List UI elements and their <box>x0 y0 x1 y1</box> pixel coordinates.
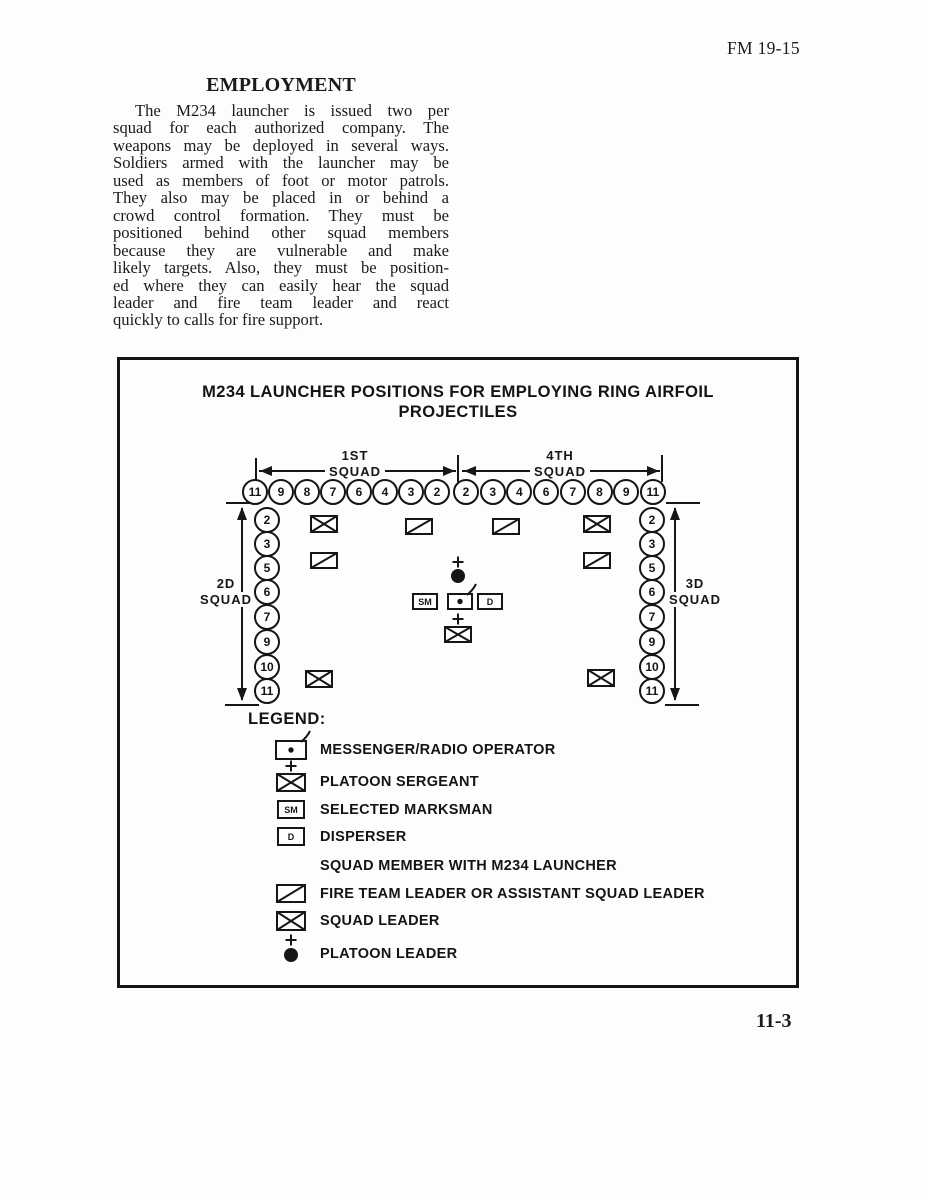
platoon-leader-symbol <box>451 556 465 583</box>
squad-member-circle: 2 <box>639 507 665 533</box>
svg-text:SM: SM <box>284 805 298 815</box>
legend-title: LEGEND: <box>248 710 326 728</box>
squad-member-circle: 3 <box>480 479 506 505</box>
fire-team-leader-symbol <box>583 552 611 569</box>
paragraph-line: positioned behind other squad members <box>113 223 449 243</box>
first-squad-label-line1: 1ST <box>341 448 369 463</box>
squad-leader-symbol <box>305 670 333 688</box>
legend-item-label: DISPERSER <box>320 829 407 845</box>
squad-member-circle: 9 <box>268 479 294 505</box>
paragraph-line: used as members of foot or motor patrols. <box>113 170 449 190</box>
squad-leader-symbol <box>310 515 338 533</box>
fire-team-leader-icon <box>263 884 319 903</box>
squad-member-circle: 11 <box>242 479 268 505</box>
squad-member-circle: 6 <box>254 579 280 605</box>
legend-item-label: FIRE TEAM LEADER OR ASSISTANT SQUAD LEADER <box>320 886 705 902</box>
squad-leader-symbol <box>587 669 615 687</box>
squad-leader-icon <box>263 911 319 931</box>
squad-member-circle: 11 <box>639 678 665 704</box>
squad-member-circle: 7 <box>320 479 346 505</box>
page-number: 11-3 <box>756 1010 792 1032</box>
fourth-squad-label-line2: SQUAD <box>530 464 590 479</box>
platoon-sergeant-symbol <box>444 614 472 643</box>
section-heading: EMPLOYMENT <box>206 74 356 96</box>
second-squad-label-line2: SQUAD <box>196 592 256 607</box>
figure-title-line2: PROJECTILES <box>398 403 518 421</box>
squad-member-circle: 6 <box>639 579 665 605</box>
second-squad-label-line1: 2D <box>213 576 240 591</box>
selected-marksman-icon <box>263 800 319 819</box>
fourth-squad-label-line1: 4TH <box>546 448 574 463</box>
paragraph-line: ed where they can easily hear the squad <box>113 275 449 295</box>
selected-marksman-symbol <box>412 593 438 610</box>
paragraph-line: crowd control formation. They must be <box>113 205 449 225</box>
legend-item-label: MESSENGER/RADIO OPERATOR <box>320 742 556 758</box>
svg-text:SM: SM <box>418 597 432 607</box>
paragraph-line: weapons may be deployed in several ways. <box>113 135 449 155</box>
paragraph-line: Soldiers armed with the launcher may be <box>113 153 449 173</box>
messenger-icon <box>263 740 319 760</box>
squad-member-circle: 6 <box>346 479 372 505</box>
fire-team-leader-symbol <box>405 518 433 535</box>
squad-member-circle: 2 <box>424 479 450 505</box>
messenger-symbol <box>447 593 473 610</box>
paragraph-line: quickly to calls for fire support. <box>113 310 324 330</box>
legend-item-label: SQUAD MEMBER WITH M234 LAUNCHER <box>320 858 617 874</box>
squad-member-circle: 11 <box>640 479 666 505</box>
third-squad-label-line1: 3D <box>682 576 709 591</box>
body-paragraph <box>113 102 449 329</box>
legend-item-label: SELECTED MARKSMAN <box>320 802 493 818</box>
squad-member-circle: 10 <box>639 654 665 680</box>
disperser-icon <box>263 827 319 846</box>
squad-member-circle: 4 <box>372 479 398 505</box>
svg-text:D: D <box>486 597 494 607</box>
squad-member-circle: 5 <box>254 555 280 581</box>
platoon-sergeant-icon <box>263 761 319 792</box>
squad-member-circle: 11 <box>254 678 280 704</box>
disperser-symbol <box>477 593 503 610</box>
squad-member-circle: 3 <box>639 531 665 557</box>
paragraph-line: likely targets. Also, they must be position- <box>113 258 449 278</box>
figure-box <box>117 357 799 988</box>
squad-member-circle: 4 <box>506 479 532 505</box>
squad-leader-symbol <box>583 515 611 533</box>
platoon-leader-icon <box>263 934 319 962</box>
first-squad-label-line2: SQUAD <box>325 464 385 479</box>
squad-member-circle: 3 <box>398 479 424 505</box>
squad-member-circle: 3 <box>254 531 280 557</box>
legend-item-label: PLATOON LEADER <box>320 946 458 962</box>
paragraph-line: because they are vulnerable and make <box>113 240 449 260</box>
squad-member-circle: 8 <box>294 479 320 505</box>
squad-member-circle: 2 <box>453 479 479 505</box>
fire-team-leader-symbol <box>310 552 338 569</box>
squad-member-circle: 10 <box>254 654 280 680</box>
svg-text:D: D <box>287 832 295 842</box>
squad-member-circle: 9 <box>639 629 665 655</box>
third-squad-label-line2: SQUAD <box>665 592 725 607</box>
squad-member-circle: 8 <box>587 479 613 505</box>
squad-member-circle: 7 <box>639 604 665 630</box>
document-reference: FM 19-15 <box>727 38 800 58</box>
squad-member-circle: 9 <box>613 479 639 505</box>
legend-item-label: PLATOON SERGEANT <box>320 774 479 790</box>
paragraph-line: The M234 launcher is issued two per <box>135 101 449 120</box>
paragraph-line: leader and fire team leader and react <box>113 292 449 312</box>
squad-member-circle: 2 <box>254 507 280 533</box>
legend-item-label: SQUAD LEADER <box>320 913 440 929</box>
squad-member-circle: 7 <box>254 604 280 630</box>
squad-member-circle: 6 <box>533 479 559 505</box>
fire-team-leader-symbol <box>492 518 520 535</box>
paragraph-line: They also may be placed in or behind a <box>113 188 449 208</box>
squad-member-circle: 9 <box>254 629 280 655</box>
squad-member-circle: 7 <box>560 479 586 505</box>
figure-title-line1: M234 LAUNCHER POSITIONS FOR EMPLOYING RING AIRFOIL <box>202 383 714 401</box>
squad-member-circle: 5 <box>639 555 665 581</box>
paragraph-line: squad for each authorized company. The <box>113 118 449 138</box>
